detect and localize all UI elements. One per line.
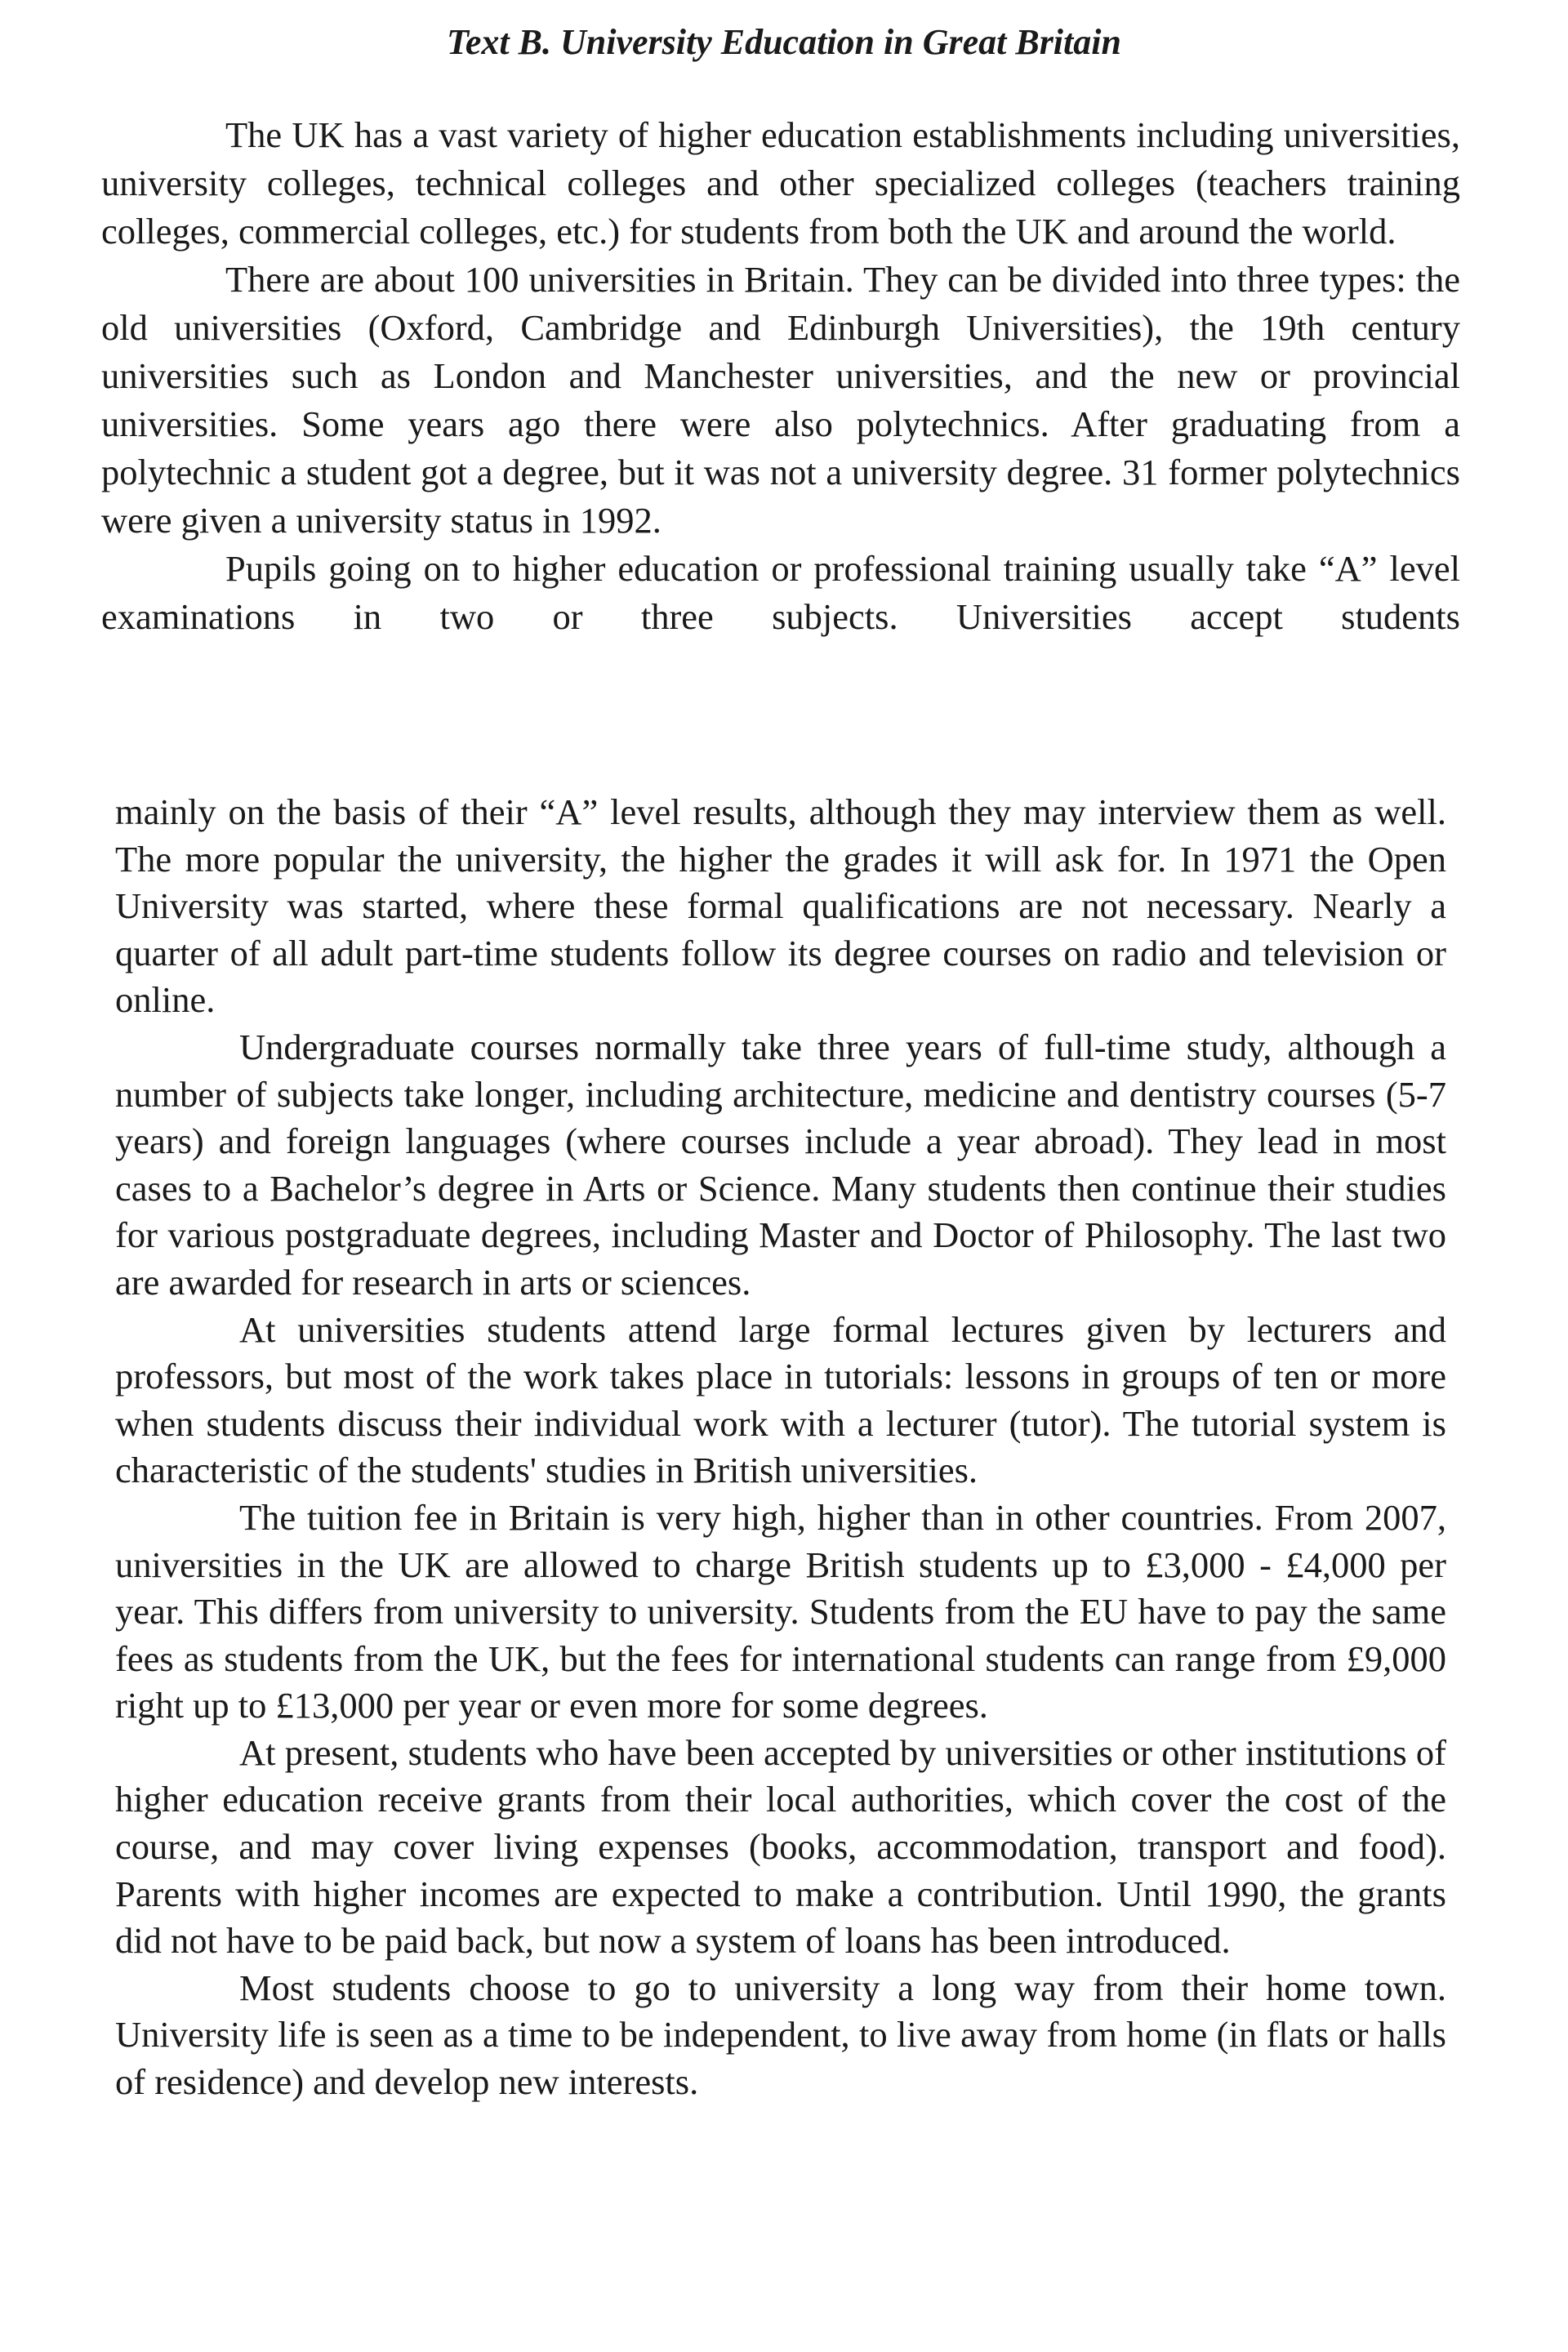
paragraph-grants: At present, students who have been accepted by universities or other institutions of higher education receive grants from their local authorities, which cover the cost of the course, and may cover living expenses (books, accommodation, transport and food). Parents with higher incomes are expected to make a contribution. Until 1990, the grants did not have to be paid back, but now a system of loans has been introduced.	[115, 1731, 1446, 1962]
paragraph-tuition-fee: The tuition fee in Britain is very high, higher than in other countries. From 2007, universities in the UK are allowed to charge British students up to £3,000 - £4,000 per year. This differs from university to university. Students from the EU have to pay the same fees as students from the UK, but the fees for international students can range from £9,000 right up to £13,000 per year or even more for some degrees.	[115, 1496, 1446, 1726]
paragraph-establishments: The UK has a vast variety of higher education establishments including universities, university colleges, technical colleges and other specialized colleges (teachers training colleges, commercial colleges, etc.) for students from both the UK and around the world.	[101, 114, 1460, 252]
paragraph-student-life: Most students choose to go to university a long way from their home town. University life is seen as a time to be independent, to live away from home (in flats or halls of residence) and develop new interests.	[115, 1967, 1446, 2103]
paragraph-a-levels-continued: mainly on the basis of their “A” level results, although they may interview them as well. The more popular the university, the higher the grades it will ask for. In 1971 the Open University was started, where these formal qualifications are not necessary. Nearly a quarter of all adult part-time students follow its degree courses on radio and television or online.	[115, 791, 1446, 1021]
paragraph-tutorials: At universities students attend large formal lectures given by lecturers and professors, but most of the work takes place in tutorials: lessons in groups of ten or more when students discuss their individual work with a lecturer (tutor). The tutorial system is characteristic of the students' studies in British universities.	[115, 1308, 1446, 1491]
paragraph-a-levels: Pupils going on to higher education or professional training usually take “A” level examinations in two or three subjects. Universities accept students	[101, 548, 1460, 637]
text-block-lower	[115, 789, 1446, 2106]
text-block-upper	[101, 111, 1460, 641]
paragraph-university-types: There are about 100 universities in Britain. They can be divided into three types: the old universities (Oxford, Cambridge and Edinburgh Universities), the 19th century universities such as London and Manchester universities, and the new or provincial universities. Some years ago there were also polytechnics. After graduating from a polytechnic a student got a degree, but it was not a university degree. 31 former polytechnics were given a university status in 1992.	[101, 259, 1460, 541]
document-title: Text B. University Education in Great Britain	[447, 22, 1121, 62]
paragraph-undergraduate-courses: Undergraduate courses normally take three years of full-time study, although a number of subjects take longer, including architecture, medicine and dentistry courses (5-7 years) and foreign languages (where courses include a year abroad). They lead in most cases to a Bachelor’s degree in Arts or Science. Many students then continue their studies for various postgraduate degrees, including Master and Doctor of Philosophy. The last two are awarded for research in arts or sciences.	[115, 1026, 1446, 1303]
